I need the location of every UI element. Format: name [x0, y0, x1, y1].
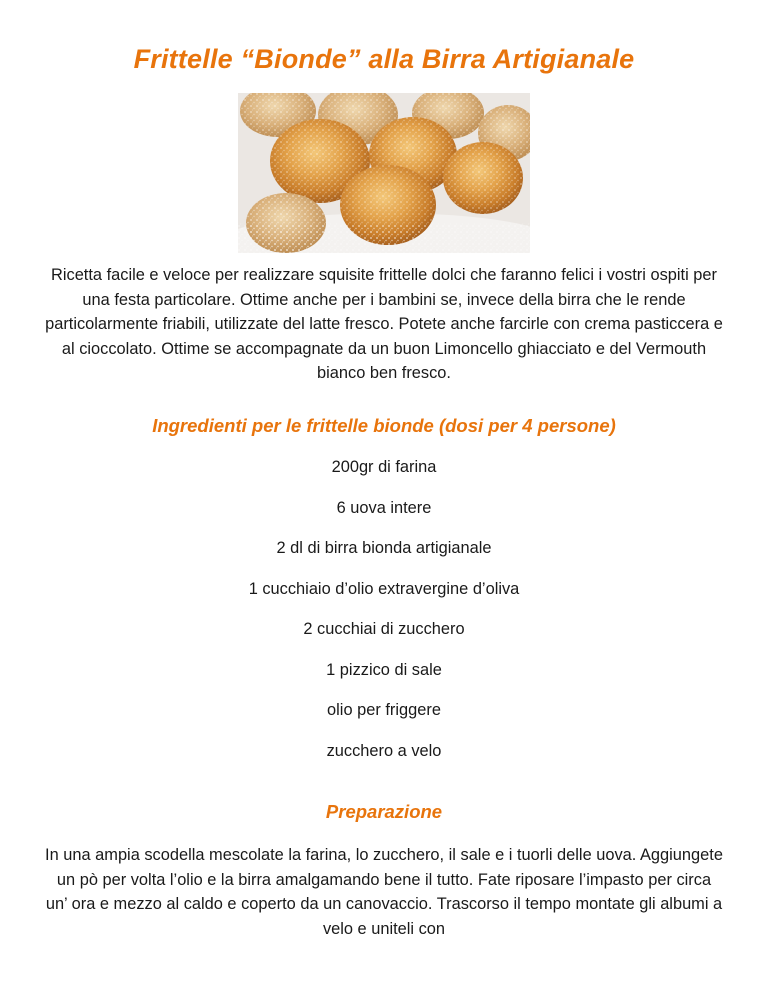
intro-paragraph: Ricetta facile e veloce per realizzare squisite frittelle dolci che faranno felici i vostri ospiti per una festa particolare. Ottime anche per i bambini se, invece della birra che le rende particolarmente friabili, utilizzate del latte fresco. Potete anche farcirle con crema pasticcera e al cioccolato. Ottime se accompagnate da un buon Limoncello ghiacciato e del Vermouth bianco ben fresco.: [45, 266, 723, 382]
ingredient-item: 1 cucchiaio d’olio extravergine d’oliva: [248, 579, 520, 598]
ingredient-item: 1 pizzico di sale: [326, 660, 442, 679]
ingredients-heading: Ingredienti per le frittelle bionde (dosi per 4 persone): [152, 415, 616, 436]
frittelle-photo: [238, 93, 530, 253]
ingredients-list: [0, 456, 768, 780]
document-title: Frittelle “Bionde” alla Birra Artigianale: [133, 44, 635, 74]
ingredient-item: olio per friggere: [327, 701, 441, 719]
ingredient-item: 6 uova intere: [336, 498, 432, 517]
ingredient-item: 2 cucchiai di zucchero: [303, 620, 465, 638]
preparation-heading: Preparazione: [325, 801, 443, 822]
preparation-paragraph: In una ampia scodella mescolate la farina, lo zucchero, il sale e i tuorli delle uova. Aggiungete un pò per volta l’olio e la birra amalgamando bene il tutto. Fate riposare l’impasto per circa un’ ora e mezzo al caldo e coperto da un canovaccio. Trascorso il tempo montate gli albumi a velo e uniteli con: [45, 846, 723, 938]
ingredient-item: zucchero a velo: [326, 741, 442, 760]
ingredient-item: 200gr di farina: [331, 458, 437, 476]
ingredient-item: 2 dl di birra bionda artigianale: [276, 539, 492, 557]
